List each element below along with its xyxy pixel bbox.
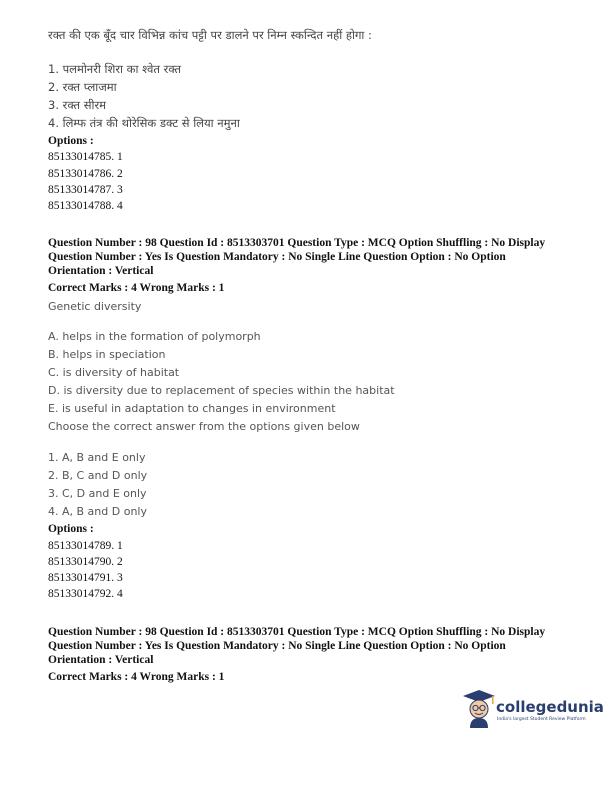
q3-marks: Correct Marks : 4 Wrong Marks : 1 [48, 671, 225, 683]
logo-wordmark: collegedunia [496, 698, 604, 716]
q2-statement-b: B. helps in speciation [48, 348, 166, 361]
q1-choice-1: 1. पलमोनरी शिरा का श्वेत रक्त [48, 62, 182, 76]
q1-question-text: रक्त की एक बूँद चार विभिन्न कांच पट्टी पर डालने पर निम्न स्कन्दित नहीं होगा : [48, 28, 372, 42]
q2-title: Genetic diversity [48, 300, 142, 313]
q3-meta-line-1: Question Number : 98 Question Id : 8513303701 Question Type : MCQ Option Shuffling : No Display [48, 626, 546, 638]
q2-statement-e: E. is useful in adaptation to changes in environment [48, 402, 336, 415]
q2-option-1: 85133014789. 1 [48, 540, 123, 552]
q2-statement-a: A. helps in the formation of polymorph [48, 330, 261, 343]
q2-option-3: 85133014791. 3 [48, 572, 123, 584]
q2-option-4: 85133014792. 4 [48, 588, 123, 600]
q2-choice-1: 1. A, B and E only [48, 451, 146, 464]
graduate-mascot-icon [462, 688, 496, 728]
q3-meta-line-3: Orientation : Vertical [48, 654, 154, 666]
q2-meta-line-3: Orientation : Vertical [48, 265, 154, 277]
q2-statement-d: D. is diversity due to replacement of species within the habitat [48, 384, 395, 397]
q2-marks: Correct Marks : 4 Wrong Marks : 1 [48, 282, 225, 294]
q1-option-3: 85133014787. 3 [48, 184, 123, 196]
q2-choice-4: 4. A, B and D only [48, 505, 147, 518]
q2-meta-line-2: Question Number : Yes Is Question Mandatory : No Single Line Question Option : No Option [48, 251, 506, 263]
q2-option-2: 85133014790. 2 [48, 556, 123, 568]
q2-choice-2: 2. B, C and D only [48, 469, 148, 482]
q2-options-label: Options : [48, 523, 94, 535]
q3-meta-line-2: Question Number : Yes Is Question Mandatory : No Single Line Question Option : No Option [48, 640, 506, 652]
q1-option-4: 85133014788. 4 [48, 200, 123, 212]
q1-options-label: Options : [48, 135, 94, 147]
q1-option-1: 85133014785. 1 [48, 151, 123, 163]
q1-choice-3: 3. रक्त सीरम [48, 98, 107, 112]
q1-choice-2: 2. रक्त प्लाजमा [48, 80, 117, 94]
collegedunia-logo [462, 688, 602, 740]
q2-statement-c: C. is diversity of habitat [48, 366, 180, 379]
q1-choice-4: 4. लिम्फ तंत्र की थोरेसिक डक्ट से लिया नमुना [48, 116, 240, 130]
q1-option-2: 85133014786. 2 [48, 168, 123, 180]
q2-choice-3: 3. C, D and E only [48, 487, 147, 500]
logo-tagline: India's largest Student Review Platform [497, 717, 586, 722]
q2-meta-line-1: Question Number : 98 Question Id : 8513303701 Question Type : MCQ Option Shuffling : No Display [48, 237, 546, 249]
q2-instruction: Choose the correct answer from the options given below [48, 420, 360, 433]
